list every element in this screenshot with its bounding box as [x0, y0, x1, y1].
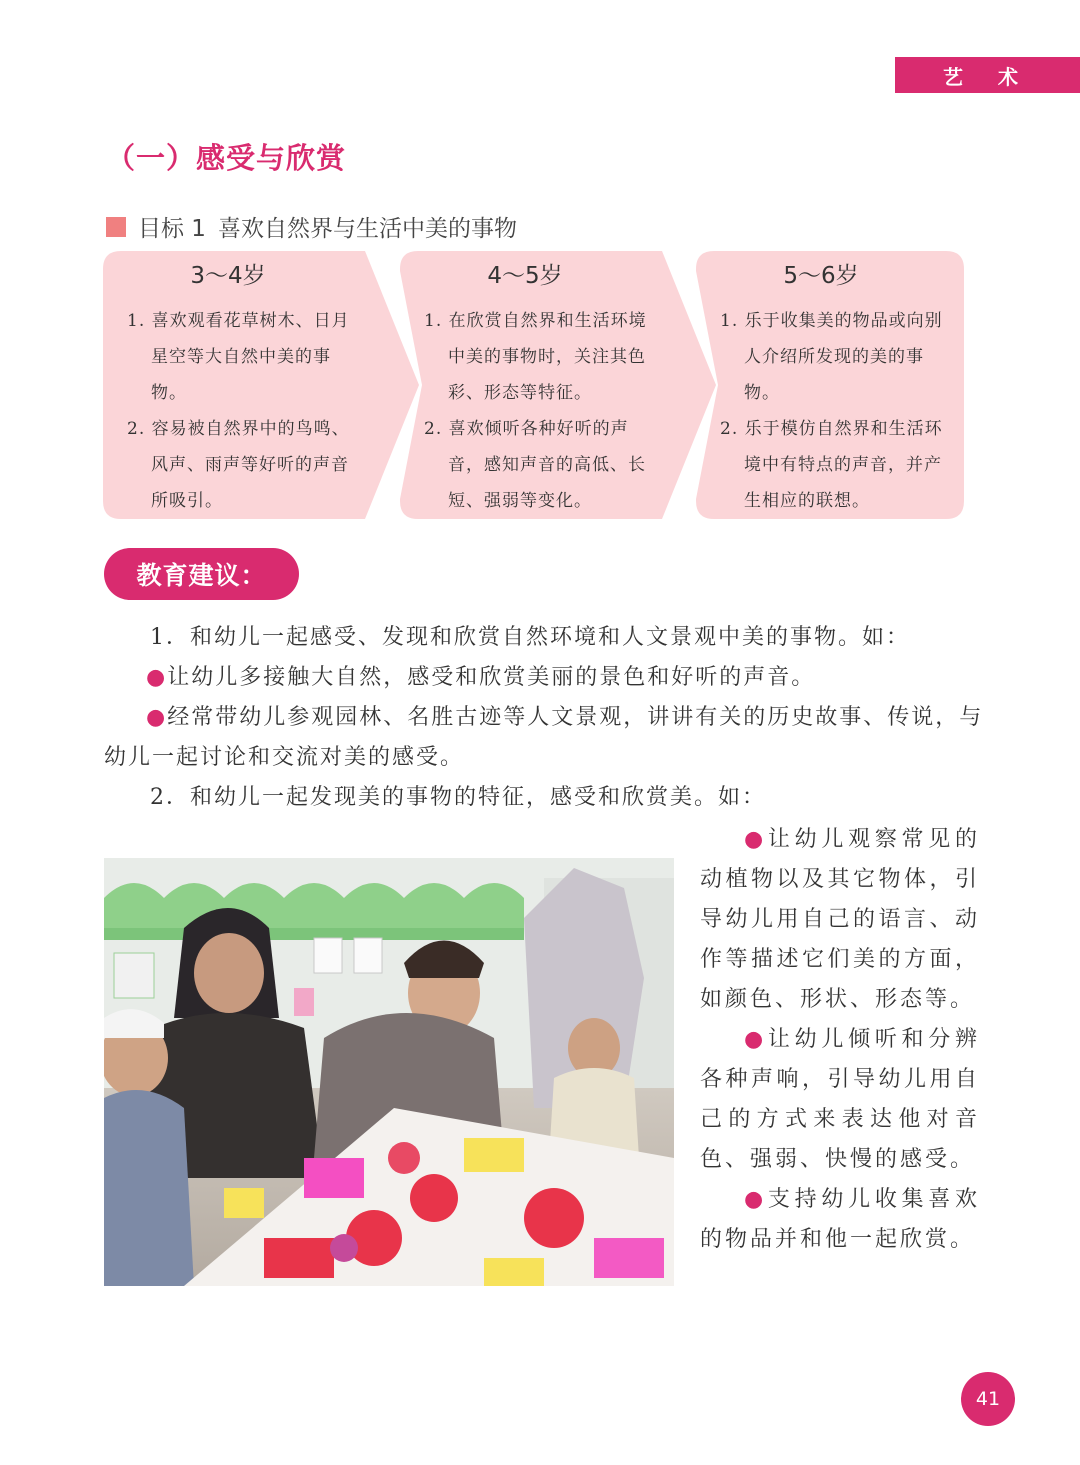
- page-number: 41: [961, 1372, 1015, 1426]
- list-item: 2. 喜欢倾听各种好听的声音，感知声音的高低、长短、强弱等变化。: [424, 419, 646, 511]
- age-title: 4～5岁: [487, 263, 563, 289]
- age-title: 3～4岁: [190, 263, 266, 289]
- bullet-text: 让幼儿多接触大自然，感受和欣赏美丽的景色和好听的声音。: [167, 665, 816, 690]
- bullet-dot-icon: ●: [146, 705, 168, 730]
- section-title: （一）感受与欣赏: [106, 141, 347, 175]
- paragraph-1: 1．和幼儿一起感受、发现和欣赏自然环境和人文景观中美的事物。如：: [150, 625, 910, 650]
- age-title: 5～6岁: [783, 263, 859, 289]
- goal-label: 目标 1: [138, 216, 206, 242]
- bullet-text: 让幼儿倾听和分辨各种声响，引导幼儿用自己的方式来表达他对音色、强弱、快慢的感受。: [700, 1027, 980, 1172]
- age-list: [424, 303, 649, 519]
- list-item: 1. 在欣赏自然界和生活环境中美的事物时，关注其色彩、形态等特征。: [424, 311, 647, 403]
- bullet-dot-icon: ●: [146, 665, 168, 690]
- list-item: 1. 乐于收集美的物品或向别人介绍所发现的美的事物。: [720, 311, 943, 403]
- side-bullet-1: [700, 820, 980, 1020]
- side-bullet-3: [700, 1180, 980, 1260]
- classroom-photo-illustration: [104, 858, 674, 1286]
- age-list: [127, 303, 352, 519]
- section-tag: 艺 术: [895, 57, 1080, 93]
- side-suggestions: [700, 820, 980, 1260]
- classroom-photo: [104, 858, 674, 1286]
- bullet-1: [146, 658, 980, 698]
- bullet-dot-icon: ●: [744, 1187, 768, 1212]
- goal-square-icon: [106, 217, 126, 237]
- bullet-dot-icon: ●: [744, 827, 768, 852]
- list-item: 1. 喜欢观看花草树木、日月星空等大自然中美的事物。: [127, 311, 350, 403]
- goal-heading: [106, 210, 517, 243]
- bullet-text: 让幼儿观察常见的动植物以及其它物体，引导幼儿用自己的语言、动作等描述它们美的方面，如颜色、形状、形态等。: [700, 827, 980, 1012]
- list-item: 2. 容易被自然界中的鸟鸣、风声、雨声等好听的声音所吸引。: [127, 419, 350, 511]
- list-item: 2. 乐于模仿自然界和生活环境中有特点的声音，并产生相应的联想。: [720, 419, 943, 511]
- age-list: [720, 303, 945, 519]
- goal-text: 喜欢自然界与生活中美的事物: [217, 216, 517, 242]
- age-goals: [103, 251, 983, 521]
- paragraph-2: 2．和幼儿一起发现美的事物的特征，感受和欣赏美。如：: [150, 785, 766, 810]
- bullet-dot-icon: ●: [744, 1027, 768, 1052]
- bullet-text: 支持幼儿收集喜欢的物品并和他一起欣赏。: [700, 1187, 980, 1252]
- bullet-text: 经常带幼儿参观园林、名胜古迹等人文景观，讲讲有关的历史故事、传说，与幼儿一起讨论和交流对美的感受。: [104, 705, 984, 770]
- education-suggestions-label: 教育建议：: [104, 548, 299, 600]
- side-bullet-2: [700, 1020, 980, 1180]
- bullet-2: [104, 698, 984, 778]
